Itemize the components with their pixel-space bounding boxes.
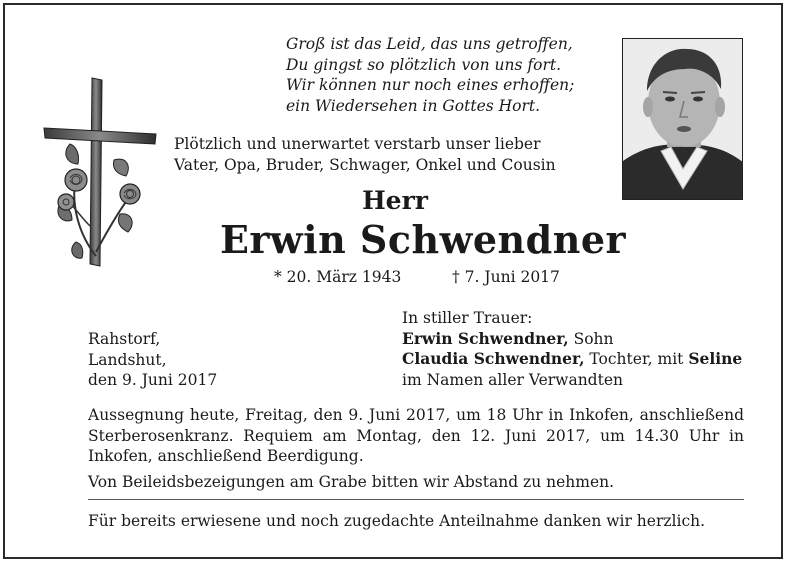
mourner-2-relation: Tochter, mit (584, 350, 689, 368)
mourner-2-name: Claudia Schwendner, (402, 349, 585, 368)
death-date: † 7. Juni 2017 (452, 268, 560, 286)
mourner-2-child: Seline (688, 349, 743, 368)
intro-text (174, 134, 604, 175)
poem-line-2: Du gingst so plötzlich von uns fort. (286, 55, 562, 74)
ceremony-text: Aussegnung heute, Freitag, den 9. Juni 2017, um 18 Uhr in Inkofen, anschließend Sterberosenkranz. Requiem am Montag, den 12. Juni 2017, um 14.30 Uhr in Inkofen, anschließend Beerdigung. (88, 406, 744, 465)
place-line-1: Rahstorf, (88, 330, 161, 348)
place-line-2: Landshut, (88, 350, 167, 369)
condolence-note: Von Beileidsbezeigungen am Grabe bitten wir Abstand zu nehmen. (88, 473, 615, 491)
notice-date: den 9. Juni 2017 (88, 371, 218, 389)
mourner-1-name: Erwin Schwendner, (402, 328, 569, 348)
poem-line-1: Groß ist das Leid, das uns getroffen, (286, 35, 573, 53)
intro-line-1: Plötzlich und unerwartet verstarb unser lieber (174, 135, 541, 153)
mourner-1-relation: Sohn (568, 329, 614, 348)
mourner-2 (402, 349, 762, 370)
poem (286, 34, 606, 116)
deceased-name: Erwin Schwendner (219, 217, 627, 262)
divider (88, 499, 744, 500)
mourners-closing: im Namen aller Verwandten (402, 370, 623, 389)
poem-line-4: ein Wiedersehen in Gottes Hort. (286, 96, 541, 115)
life-dates (274, 267, 614, 287)
thanks-text: Für bereits erwiesene und noch zugedachte Anteilnahme danken wir herzlich. (88, 512, 706, 530)
mourners (402, 308, 762, 390)
mourners-heading: In stiller Trauer: (402, 309, 533, 327)
salutation: Herr (362, 186, 428, 215)
portrait-photo (622, 38, 743, 200)
portrait-image (623, 39, 743, 200)
intro-line-2: Vater, Opa, Bruder, Schwager, Onkel und Cousin (174, 155, 556, 174)
birth-date: * 20. März 1943 (274, 268, 402, 286)
mourner-1 (402, 329, 762, 350)
place-date (88, 329, 328, 391)
poem-line-3: Wir können nur noch eines erhoffen; (286, 76, 575, 94)
